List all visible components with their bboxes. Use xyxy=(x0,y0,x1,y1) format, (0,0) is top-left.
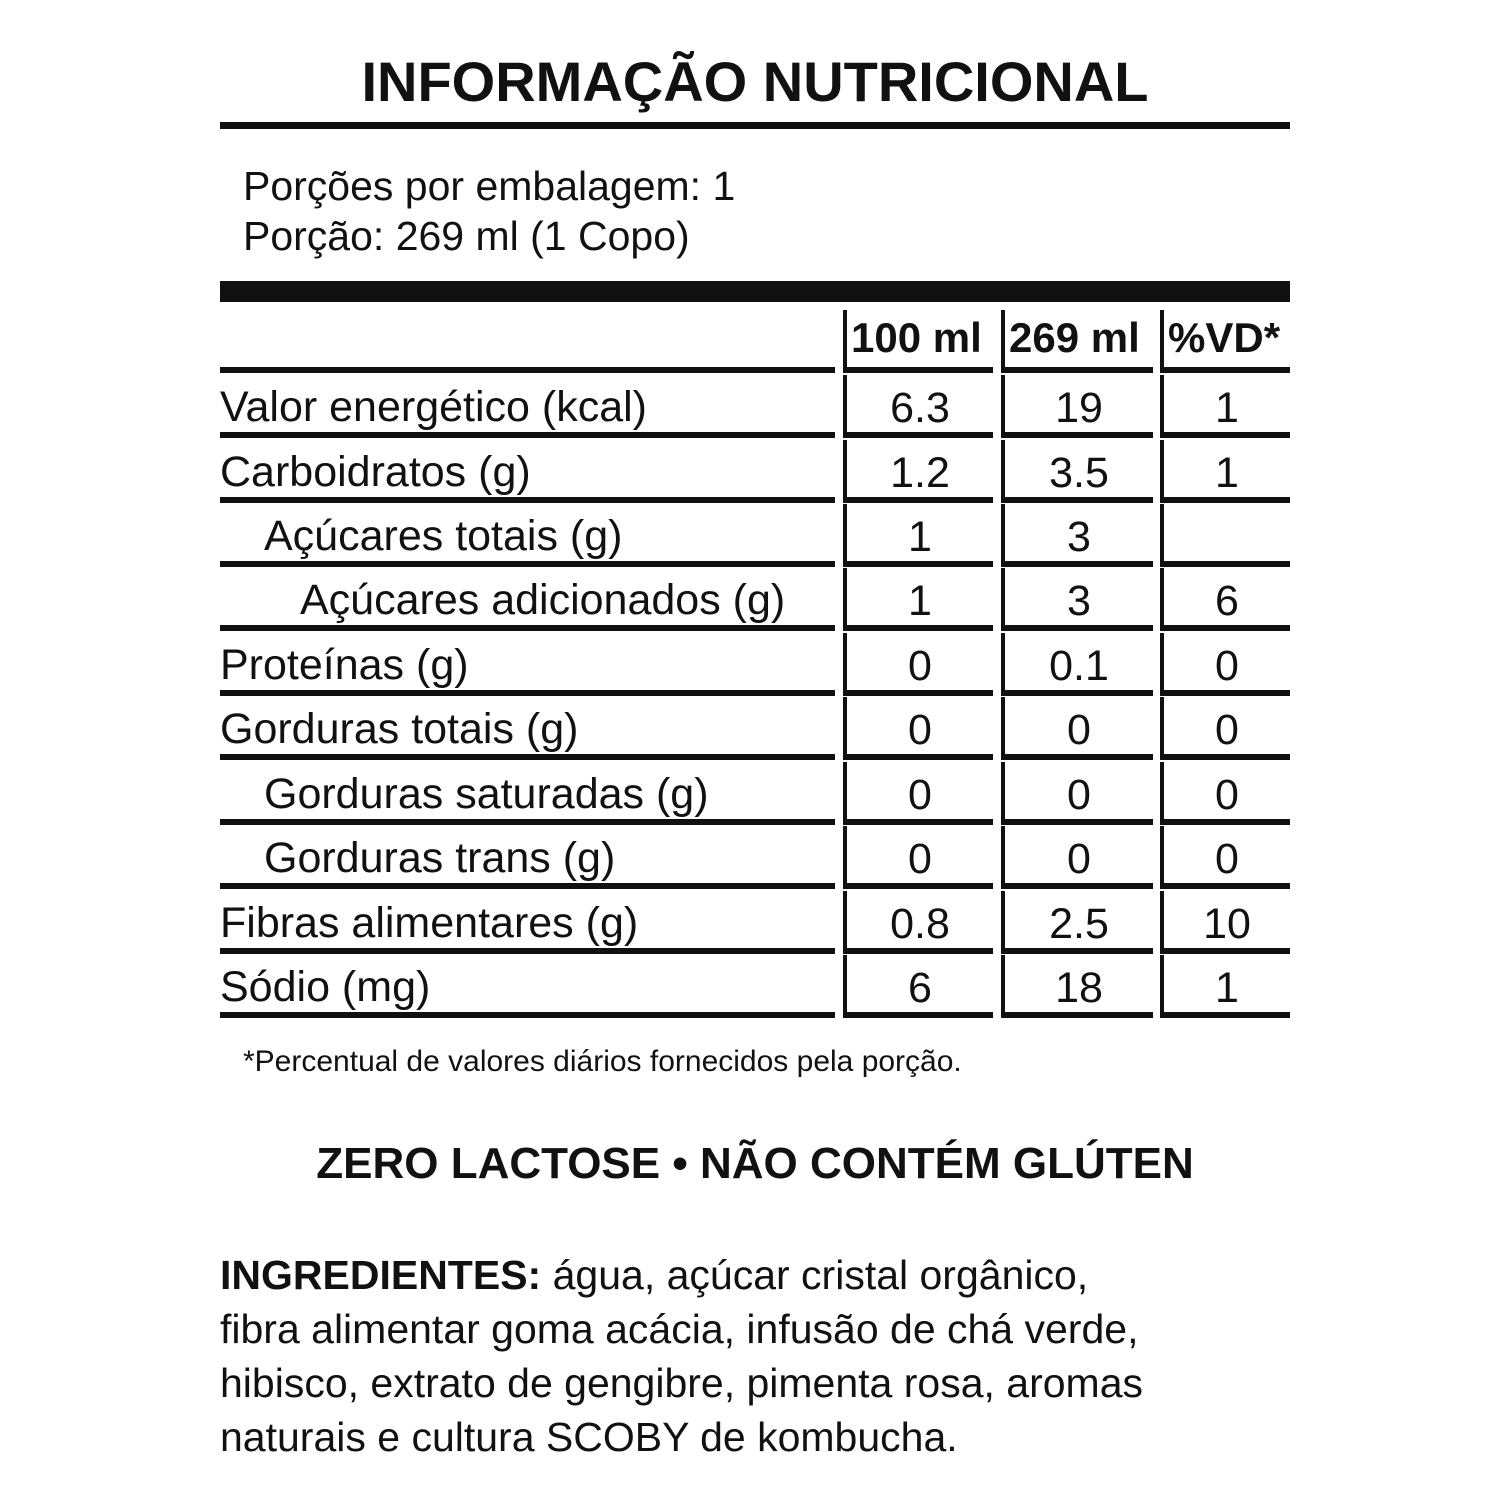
value-100ml: 1.2 xyxy=(843,440,993,503)
thick-divider xyxy=(220,281,1290,302)
table-row-protein xyxy=(0,627,1500,692)
ingredients-heading: INGREDIENTES: xyxy=(220,1252,542,1298)
header-label-blank xyxy=(220,304,835,373)
value-vd: 1 xyxy=(1160,375,1290,438)
row-label: Valor energético (kcal) xyxy=(220,369,835,438)
value-vd: 10 xyxy=(1160,891,1290,954)
serving-size: Porção: 269 ml (1 Copo) xyxy=(243,213,690,259)
table-row-total-fat xyxy=(0,691,1500,756)
value-269ml: 3.5 xyxy=(1001,440,1153,503)
table-row-trans-fat xyxy=(0,820,1500,885)
value-100ml: 0 xyxy=(843,826,993,889)
value-100ml: 0.8 xyxy=(843,891,993,954)
value-100ml: 0 xyxy=(843,697,993,760)
value-269ml: 0 xyxy=(1001,826,1153,889)
header-269ml: 269 ml xyxy=(1001,310,1153,373)
row-label: Fibras alimentares (g) xyxy=(220,885,835,954)
value-vd: 0 xyxy=(1160,697,1290,760)
ingredients-line-1 xyxy=(220,1248,1300,1302)
value-vd: 1 xyxy=(1160,955,1290,1018)
value-vd: 0 xyxy=(1160,633,1290,696)
servings-per-package: Porções por embalagem: 1 xyxy=(243,163,736,209)
table-header-row xyxy=(0,304,1500,369)
value-100ml: 6.3 xyxy=(843,375,993,438)
row-label: Sódio (mg) xyxy=(220,949,835,1018)
ingredients-line-3: hibisco, extrato de gengibre, pimenta rosa, aromas xyxy=(220,1360,1144,1406)
nutrition-title: INFORMAÇÃO NUTRICIONAL xyxy=(361,50,1149,113)
value-vd: 6 xyxy=(1160,568,1290,631)
value-269ml: 0 xyxy=(1001,697,1153,760)
value-vd: 1 xyxy=(1160,440,1290,503)
value-269ml: 3 xyxy=(1001,568,1153,631)
table-row-added-sugars xyxy=(0,562,1500,627)
value-269ml: 0.1 xyxy=(1001,633,1153,696)
daily-value-footnote: *Percentual de valores diários fornecidos pela porção. xyxy=(243,1045,962,1078)
row-label: Carboidratos (g) xyxy=(220,434,835,503)
row-label: Açúcares totais (g) xyxy=(220,498,835,567)
table-row-carbs xyxy=(0,434,1500,499)
product-claims: ZERO LACTOSE • NÃO CONTÉM GLÚTEN xyxy=(316,1139,1194,1188)
value-269ml: 2.5 xyxy=(1001,891,1153,954)
header-100ml: 100 ml xyxy=(843,310,993,373)
value-269ml: 3 xyxy=(1001,504,1153,567)
value-269ml: 19 xyxy=(1001,375,1153,438)
value-269ml: 18 xyxy=(1001,955,1153,1018)
row-label: Gorduras saturadas (g) xyxy=(220,756,835,825)
title-rule xyxy=(220,122,1290,129)
value-269ml: 0 xyxy=(1001,762,1153,825)
table-row-energy xyxy=(0,369,1500,434)
value-100ml: 6 xyxy=(843,955,993,1018)
table-row-total-sugars xyxy=(0,498,1500,563)
table-row-sodium xyxy=(0,949,1500,1014)
ingredients-block xyxy=(220,1248,1300,1464)
row-label: Gorduras totais (g) xyxy=(220,691,835,760)
value-100ml: 0 xyxy=(843,633,993,696)
value-vd: 0 xyxy=(1160,762,1290,825)
value-100ml: 1 xyxy=(843,504,993,567)
ingredients-line-2: fibra alimentar goma acácia, infusão de chá verde, xyxy=(220,1306,1139,1352)
header-vd: %VD* xyxy=(1160,310,1290,373)
row-label: Açúcares adicionados (g) xyxy=(220,562,835,631)
row-label: Proteínas (g) xyxy=(220,627,835,696)
ingredients-text-1: água, açúcar cristal orgânico, xyxy=(552,1252,1089,1298)
ingredients-line-4: naturais e cultura SCOBY de kombucha. xyxy=(220,1414,958,1460)
value-100ml: 1 xyxy=(843,568,993,631)
value-vd: 0 xyxy=(1160,826,1290,889)
row-label: Gorduras trans (g) xyxy=(220,820,835,889)
value-vd xyxy=(1160,504,1290,567)
table-row-saturated-fat xyxy=(0,756,1500,821)
value-100ml: 0 xyxy=(843,762,993,825)
table-row-fiber xyxy=(0,885,1500,950)
